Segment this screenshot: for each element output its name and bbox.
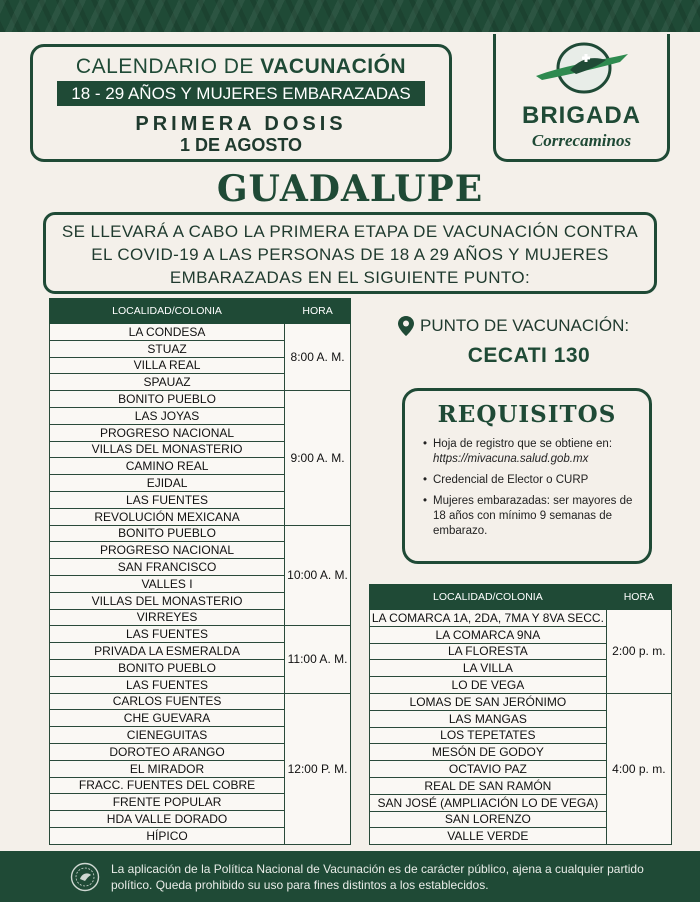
- localidad-cell: VILLAS DEL MONASTERIO: [50, 441, 285, 458]
- vaccination-point-name: CECATI 130: [467, 344, 591, 367]
- localidad-cell: SAN LORENZO: [370, 811, 607, 828]
- localidad-cell: LAS FUENTES: [50, 626, 285, 643]
- localidad-cell: LA COMARCA 1A, 2DA, 7MA Y 8VA SECC.: [370, 610, 607, 627]
- map-pin-icon: [398, 316, 414, 336]
- localidad-cell: LA FLORESTA: [370, 643, 607, 660]
- vaccination-point-label-row: [398, 316, 660, 336]
- column-header-localidad: LOCALIDAD/COLONIA: [50, 299, 285, 324]
- vaccination-point: [398, 316, 660, 368]
- localidad-cell: BONITO PUEBLO: [50, 525, 285, 542]
- localidad-cell: CHE GUEVARA: [50, 710, 285, 727]
- requirement-item: • Credencial de Elector o CURP: [423, 473, 639, 488]
- dose-label: PRIMERA DOSIS: [135, 113, 347, 135]
- localidad-cell: VILLAS DEL MONASTERIO: [50, 592, 285, 609]
- table-row: [50, 626, 351, 643]
- localidad-cell: EL MIRADOR: [50, 760, 285, 777]
- requirements-list: [423, 437, 639, 545]
- vaccination-point-label: PUNTO DE VACUNACIÓN:: [420, 316, 630, 335]
- localidad-cell: LAS FUENTES: [50, 676, 285, 693]
- localidad-cell: VALLES I: [50, 575, 285, 592]
- column-header-hora: HORA: [285, 299, 351, 324]
- localidad-cell: VILLA REAL: [50, 357, 285, 374]
- localidad-cell: MESÓN DE GODOY: [370, 744, 607, 761]
- localidad-cell: PROGRESO NACIONAL: [50, 542, 285, 559]
- hora-cell: 10:00 A. M.: [285, 525, 351, 626]
- national-seal-icon: [70, 862, 100, 892]
- hora-cell: 8:00 A. M.: [285, 324, 351, 391]
- table-header-row: [370, 585, 672, 610]
- vaccination-date: 1 DE AGOSTO: [179, 135, 303, 155]
- calendar-title: [33, 55, 449, 79]
- localidad-cell: REVOLUCIÓN MEXICANA: [50, 508, 285, 525]
- localidad-cell: FRACC. FUENTES DEL COBRE: [50, 777, 285, 794]
- registration-url-link[interactable]: https://mivacuna.salud.gob.mx: [433, 453, 589, 465]
- localidad-cell: LAS JOYAS: [50, 407, 285, 424]
- requirement-item: • Mujeres embarazadas: ser mayores de 18 años con mínimo 9 semanas de embarazo.: [423, 494, 639, 539]
- localidad-cell: SAN JOSÉ (AMPLIACIÓN LO DE VEGA): [370, 794, 607, 811]
- column-header-localidad: LOCALIDAD/COLONIA: [370, 585, 607, 610]
- table-row: [370, 610, 672, 627]
- schedule-table-afternoon: [369, 584, 672, 845]
- localidad-cell: LA CONDESA: [50, 324, 285, 341]
- requirement-item: [423, 437, 639, 467]
- hora-cell: 4:00 p. m.: [606, 693, 671, 844]
- top-decorative-band: [0, 0, 700, 32]
- localidad-cell: CARLOS FUENTES: [50, 693, 285, 710]
- brigada-subtitle: Correcaminos: [531, 131, 632, 150]
- localidad-cell: DOROTEO ARANGO: [50, 743, 285, 760]
- table-row: [50, 693, 351, 710]
- table-row: [50, 324, 351, 341]
- schedule-table-morning: [49, 298, 351, 845]
- localidad-cell: FRENTE POPULAR: [50, 794, 285, 811]
- hora-cell: 2:00 p. m.: [606, 610, 671, 694]
- age-group-banner: 18 - 29 AÑOS Y MUJERES EMBARAZADAS: [57, 81, 425, 106]
- localidad-cell: SAN FRANCISCO: [50, 559, 285, 576]
- localidad-cell: LOMAS DE SAN JERÓNIMO: [370, 693, 607, 710]
- table-row: [370, 693, 672, 710]
- localidad-cell: EJIDAL: [50, 475, 285, 492]
- localidad-cell: STUAZ: [50, 340, 285, 357]
- brigada-box: [493, 34, 670, 162]
- brigada-name: BRIGADA: [522, 102, 641, 129]
- localidad-cell: LAS MANGAS: [370, 710, 607, 727]
- localidad-cell: BONITO PUEBLO: [50, 391, 285, 408]
- localidad-cell: OCTAVIO PAZ: [370, 761, 607, 778]
- table-row: [50, 525, 351, 542]
- calendar-title-box: [30, 44, 452, 162]
- column-header-hora: HORA: [606, 585, 671, 610]
- localidad-cell: VIRREYES: [50, 609, 285, 626]
- calendar-title-bold: VACUNACIÓN: [260, 55, 407, 78]
- hora-cell: 9:00 A. M.: [285, 391, 351, 525]
- hora-cell: 11:00 A. M.: [285, 626, 351, 693]
- localidad-cell: PROGRESO NACIONAL: [50, 424, 285, 441]
- localidad-cell: LOS TEPETATES: [370, 727, 607, 744]
- requirements-title: REQUISITOS: [437, 401, 617, 428]
- table-row: [50, 391, 351, 408]
- city-title: GUADALUPE: [216, 168, 484, 210]
- roadrunner-logo-icon: [532, 40, 632, 96]
- localidad-cell: CIENEGUITAS: [50, 727, 285, 744]
- localidad-cell: LO DE VEGA: [370, 677, 607, 694]
- intro-notice: SE LLEVARÁ A CABO LA PRIMERA ETAPA DE VACUNACIÓN CONTRA EL COVID-19 A LAS PERSONAS DE 18 A 29 AÑOS Y MUJERES EMBARAZADAS EN EL SIGUIENTE PUNTO:: [43, 212, 657, 294]
- footer: [0, 851, 700, 902]
- requirements-box: [402, 388, 652, 564]
- localidad-cell: LA COMARCA 9NA: [370, 626, 607, 643]
- calendar-title-prefix: CALENDARIO DE: [75, 55, 254, 78]
- localidad-cell: LA VILLA: [370, 660, 607, 677]
- localidad-cell: VALLE VERDE: [370, 828, 607, 845]
- localidad-cell: HDA VALLE DORADO: [50, 811, 285, 828]
- localidad-cell: LAS FUENTES: [50, 491, 285, 508]
- localidad-cell: HÍPICO: [50, 827, 285, 844]
- localidad-cell: PRIVADA LA ESMERALDA: [50, 643, 285, 660]
- localidad-cell: SPAUAZ: [50, 374, 285, 391]
- localidad-cell: BONITO PUEBLO: [50, 659, 285, 676]
- table-header-row: [50, 299, 351, 324]
- localidad-cell: REAL DE SAN RAMÓN: [370, 777, 607, 794]
- footer-disclaimer: La aplicación de la Política Nacional de Vacunación es de carácter público, ajena a cualquier partido político. Queda prohibido su uso para fines distintos a los establecidos.: [111, 862, 644, 892]
- requirement-registration-text: Hoja de registro que se obtiene en:: [433, 438, 613, 450]
- localidad-cell: CAMINO REAL: [50, 458, 285, 475]
- hora-cell: 12:00 P. M.: [285, 693, 351, 844]
